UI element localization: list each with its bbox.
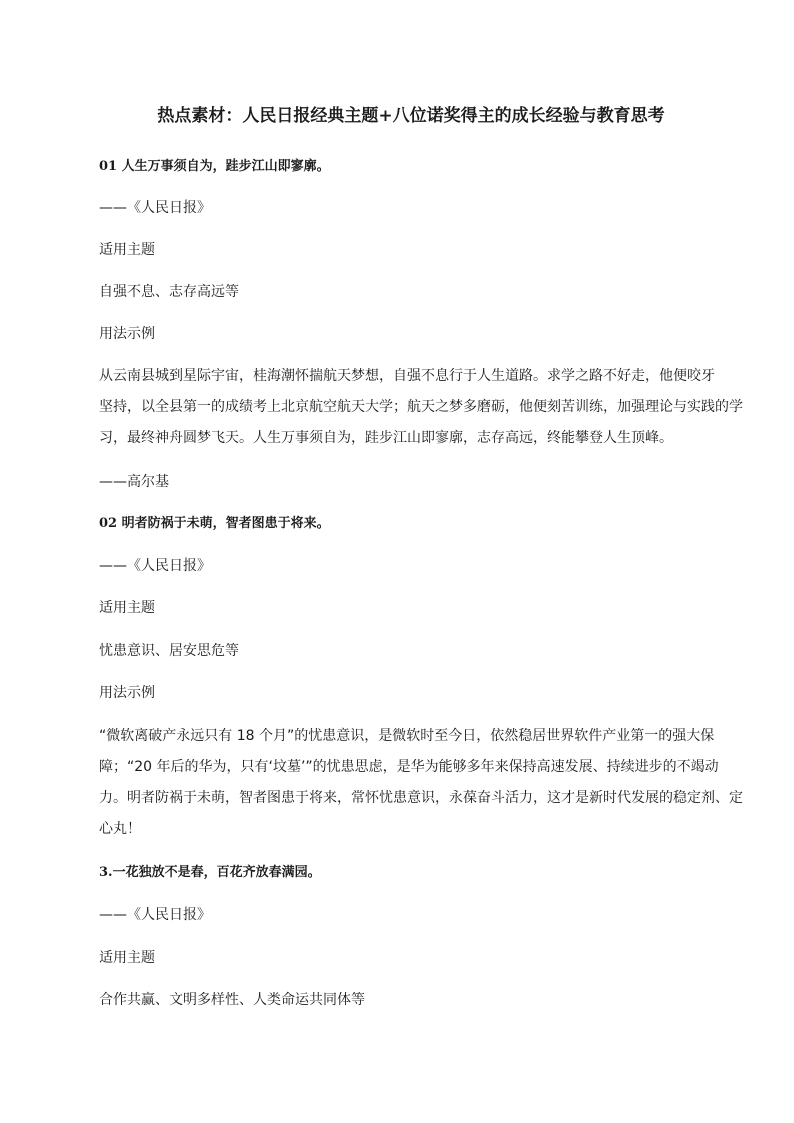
paragraph-line: 心丸！: [99, 821, 141, 837]
document-title: 热点素材：人民日报经典主题+八位诺奖得主的成长经验与教育思考: [157, 106, 665, 126]
section-2-example-label: 用法示例: [99, 685, 155, 701]
section-2-theme-label: 适用主题: [99, 600, 155, 616]
section-1-themes: 自强不息、志存高远等: [99, 284, 239, 300]
section-1-example-label: 用法示例: [99, 326, 155, 342]
section-1-attribution: ——高尔基: [99, 474, 169, 490]
section-1-theme-label: 适用主题: [99, 242, 155, 258]
paragraph-line: 习，最终神舟圆梦飞天。人生万事须自为，跬步江山即寥廓，志存高远，终能攀登人生顶峰。: [99, 430, 673, 446]
paragraph-line: 力。明者防祸于未萌，智者图患于将来，常怀忧患意识，永葆奋斗活力，这才是新时代发展的稳定剂、定: [99, 790, 743, 806]
section-1-example-paragraph: [99, 361, 743, 454]
paragraph-line: 坚持，以全县第一的成绩考上北京航空航天大学；航天之梦多磨砺，他便刻苦训练，加强理论与实践的学: [99, 399, 743, 415]
paragraph-line: 从云南县城到星际宇宙，桂海潮怀揣航天梦想，自强不息行于人生道路。求学之路不好走，他便咬牙: [99, 368, 715, 384]
section-3-theme-label: 适用主题: [99, 950, 155, 966]
section-2-themes: 忧患意识、居安思危等: [99, 643, 239, 659]
section-2-source: ——《人民日报》: [99, 558, 211, 574]
section-2-example-paragraph: [99, 721, 743, 845]
section-2-heading: 02 明者防祸于未萌，智者图患于将来。: [99, 516, 330, 531]
section-3-heading: 3.一花独放不是春，百花齐放春满园。: [99, 865, 321, 880]
section-3-source: ——《人民日报》: [99, 907, 211, 923]
paragraph-line: 障；“20 年后的华为，只有‘坟墓’”的忧患思虑，是华为能够多年来保持高速发展、持续进步的不竭动: [99, 759, 719, 775]
section-3-themes: 合作共赢、文明多样性、人类命运共同体等: [99, 992, 365, 1008]
paragraph-line: “微软离破产永远只有 18 个月”的忧患意识，是微软时至今日，依然稳居世界软件产业第一的强大保: [99, 728, 715, 744]
section-1-source: ——《人民日报》: [99, 200, 211, 216]
section-1-heading: 01 人生万事须自为，跬步江山即寥廓。: [99, 159, 330, 174]
